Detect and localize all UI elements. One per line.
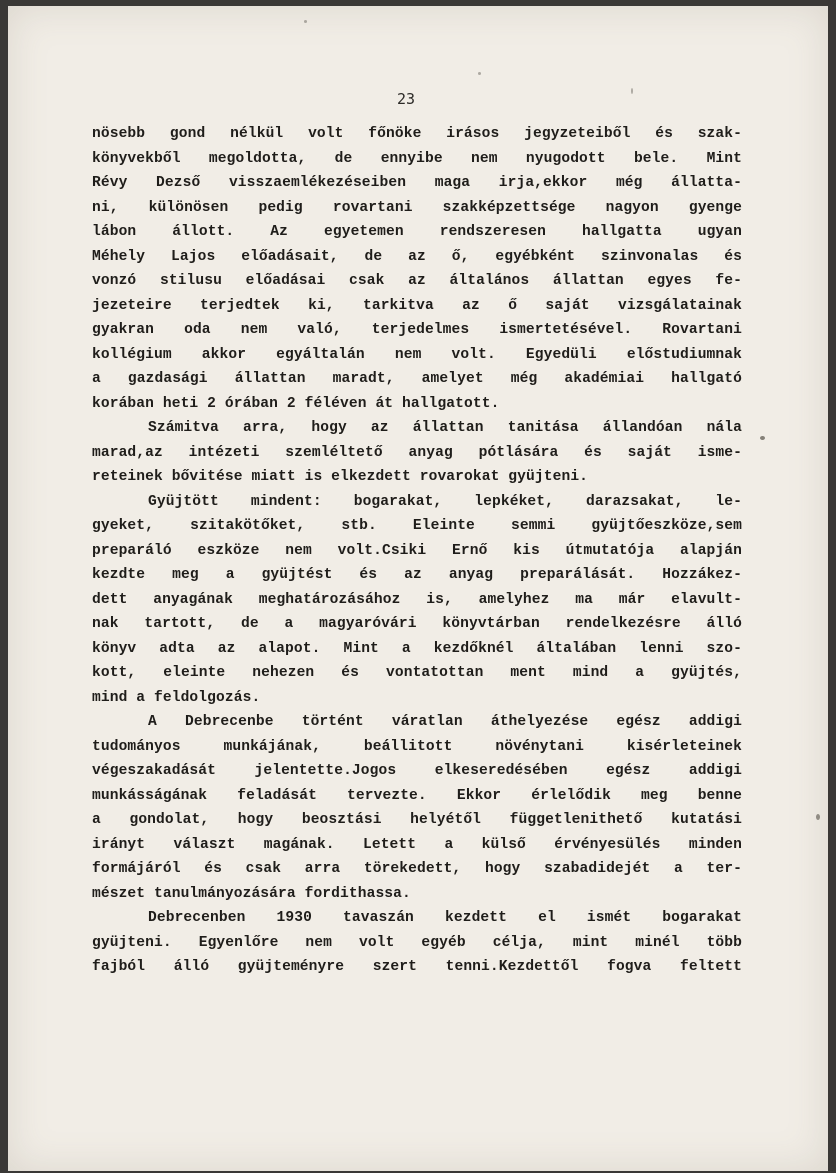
- text-line: tudományos munkájának, beállitott növénytani kisérleteinek: [92, 738, 742, 755]
- text-line: könyv adta az alapot. Mint a kezdőknél általában lenni szo-: [92, 640, 742, 657]
- text-line: gyakran oda nem való, terjedelmes ismertetésével. Rovartani: [92, 322, 742, 338]
- paragraph-start-line: Debrecenben 1930 tavaszán kezdett el ismét bogarakat: [148, 910, 742, 926]
- text-line: mind a feldolgozás.: [92, 689, 261, 706]
- text-line: reteinek bővitése miatt is elkezdett rovarokat gyüjteni.: [92, 469, 589, 485]
- text-line: gyeket, szitakötőket, stb. Eleinte semmi gyüjtőeszköze,sem: [92, 518, 742, 534]
- text-line: Révy Dezső visszaemlékezéseiben maga irja,ekkor még állatta-: [92, 175, 742, 191]
- text-line: a gazdasági állattan maradt, amelyet még akadémiai hallgató: [92, 371, 742, 387]
- text-line: nak tartott, de a magyaróvári könyvtárban rendelkezésre álló: [92, 616, 742, 632]
- text-line: könyvekből megoldotta, de ennyibe nem nyugodott bele. Mint: [92, 150, 742, 167]
- paragraph-start-line: Számitva arra, hogy az állattan tanitása állandóan nála: [148, 420, 742, 436]
- text-line: lábon állott. Az egyetemen rendszeresen hallgatta ugyan: [92, 224, 742, 240]
- text-line: vonzó stilusu előadásai csak az általános állattan egyes fe-: [92, 273, 742, 289]
- text-line: irányt választ magának. Letett a külső érvényesülés minden: [92, 836, 742, 853]
- text-line: formájáról és csak arra törekedett, hogy szabadidejét a ter-: [92, 861, 742, 877]
- text-line: kott, eleinte nehezen és vontatottan ment mind a gyüjtés,: [92, 665, 742, 681]
- page-number: 23: [396, 90, 416, 108]
- text-line: kezdte meg a gyüjtést és az anyag preparálását. Hozzákez-: [92, 567, 742, 583]
- text-line: munkásságának feladását tervezte. Ekkor érlelődik meg benne: [92, 787, 742, 804]
- text-line: jezeteire terjedtek ki, tarkitva az ő saját vizsgálatainak: [92, 297, 742, 314]
- text-line: mészet tanulmányozására fordithassa.: [92, 885, 411, 902]
- body-text: [92, 122, 742, 980]
- text-line: Méhely Lajos előadásait, de az ő, egyébként szinvonalas és: [92, 248, 742, 265]
- text-line: dett anyagának meghatározásához is, amelyhez ma már elavult-: [92, 591, 742, 608]
- text-line: preparáló eszköze nem volt.Csiki Ernő kis útmutatója alapján: [92, 542, 742, 559]
- paragraph-start-line: Gyüjtött mindent: bogarakat, lepkéket, darazsakat, le-: [148, 493, 742, 510]
- text-line: kollégium akkor egyáltalán nem volt. Egyedüli előstudiumnak: [92, 346, 742, 363]
- text-line: végeszakadását jelentette.Jogos elkeseredésében egész addigi: [92, 763, 742, 779]
- text-line: ni, különösen pedig rovartani szakképzettsége nagyon gyenge: [92, 199, 742, 216]
- text-line: nösebb gond nélkül volt főnöke irásos jegyzeteiből és szak-: [92, 126, 742, 142]
- document-page: [8, 6, 828, 1171]
- paragraph-start-line: A Debrecenbe történt váratlan áthelyezése egész addigi: [148, 714, 742, 730]
- text-line: korában heti 2 órában 2 féléven át hallgatott.: [92, 395, 500, 412]
- text-line: a gondolat, hogy beosztási helyétől függetlenithető kutatási: [92, 812, 742, 828]
- text-line: fajból álló gyüjteményre szert tenni.Kezdettől fogva feltett: [92, 959, 742, 975]
- text-line: gyüjteni. Egyenlőre nem volt egyéb célja, mint minél több: [92, 934, 742, 951]
- text-line: marad,az intézeti szemléltető anyag pótlására és saját isme-: [92, 444, 742, 461]
